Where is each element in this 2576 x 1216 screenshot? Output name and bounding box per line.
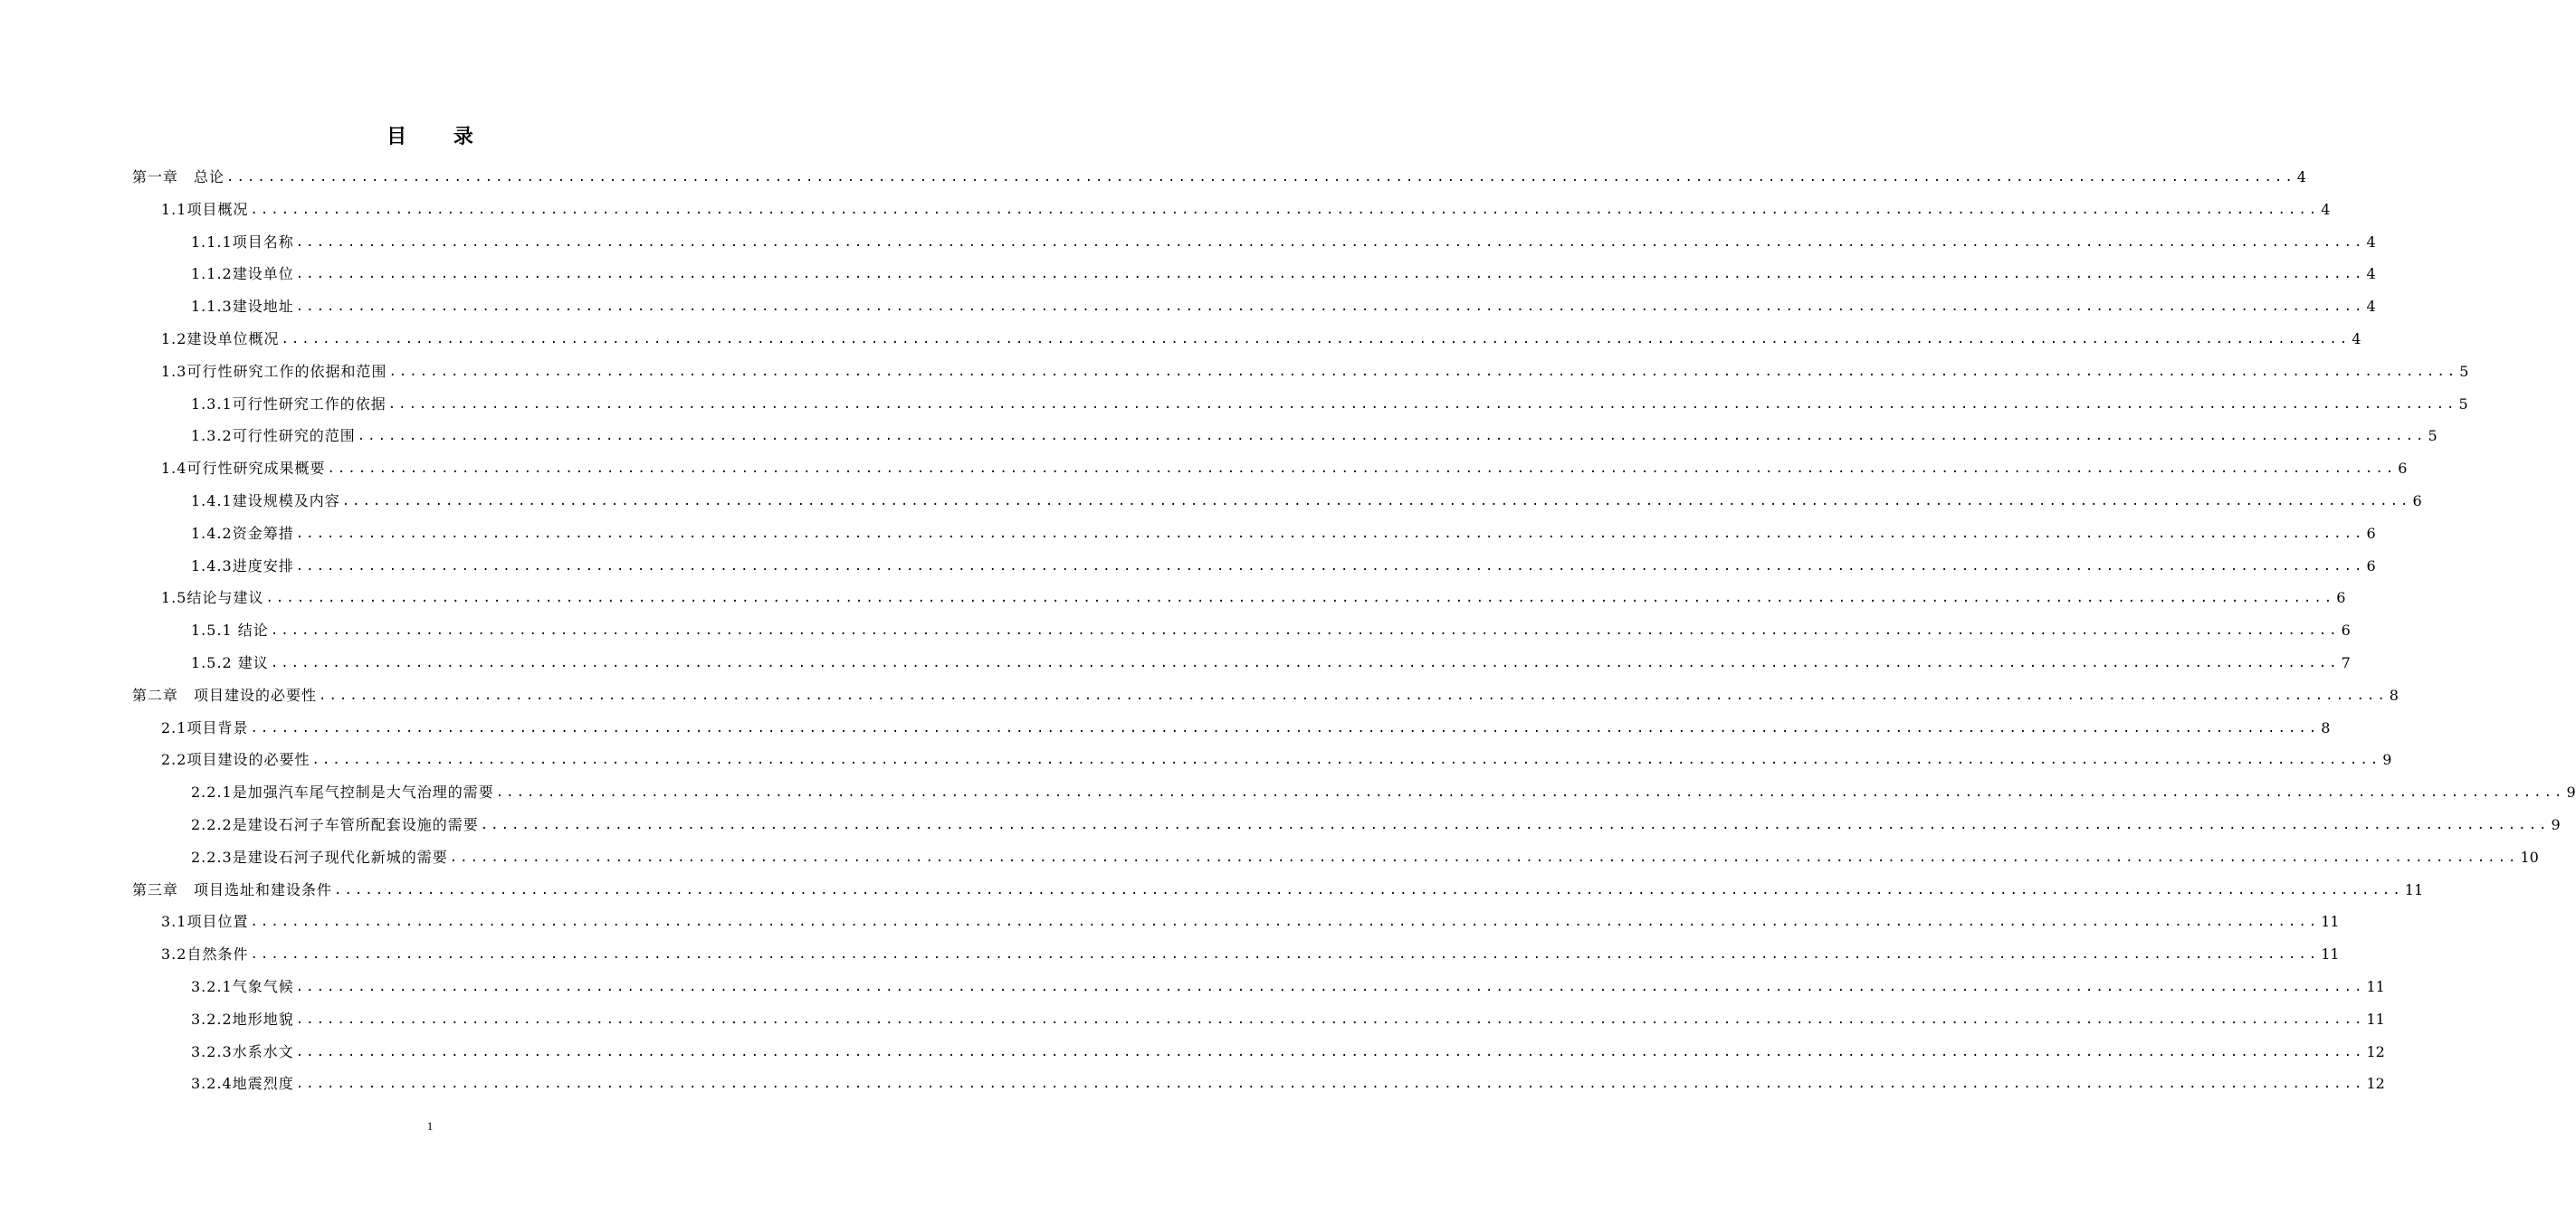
toc-entry[interactable] (161, 328, 2361, 351)
toc-leader-dots: ........................................................................................................................................................................................................ (250, 202, 2320, 217)
toc-entry-page: 11 (2404, 880, 2424, 898)
toc-entry[interactable] (191, 522, 2376, 546)
page-title: 目 录 (386, 126, 493, 148)
toc-entry-label: 1.3.1可行性研究工作的依据 (191, 394, 386, 413)
toc-entry[interactable] (191, 1072, 2385, 1096)
toc-leader-dots: ........................................................................................................................................................................................................ (250, 947, 2320, 963)
toc-entry-label: 2.2项目建设的必要性 (161, 751, 310, 769)
toc-leader-dots: ........................................................................................................................................................................................................ (495, 785, 2565, 801)
toc-leader-dots: ........................................................................................................................................................................................................ (295, 980, 2365, 994)
toc-entry-page: 6 (2341, 622, 2351, 640)
toc-leader-dots: ........................................................................................................................................................................................................ (311, 753, 2381, 768)
toc-entry-page: 9 (2382, 751, 2392, 769)
toc-leader-dots: ........................................................................................................................................................................................................ (295, 558, 2365, 574)
toc-entry-label: 1.3可行性研究工作的依据和范围 (161, 362, 387, 380)
toc-entry-label: 第二章 项目建设的必要性 (132, 686, 318, 704)
toc-entry-page: 11 (2321, 913, 2340, 931)
toc-entry-label: 3.1项目位置 (161, 913, 249, 931)
toc-leader-dots: ........................................................................................................................................................................................................ (319, 688, 2388, 703)
toc-entry-page: 4 (2366, 298, 2376, 316)
toc-entry-label: 3.2.2地形地貌 (191, 1010, 294, 1028)
toc-entry[interactable] (191, 424, 2438, 448)
toc-entry-page: 12 (2366, 1042, 2385, 1060)
toc-entry[interactable] (191, 781, 2576, 804)
toc-entry-page: 8 (2321, 718, 2331, 736)
toc-entry-label: 第三章 项目选址和建设条件 (132, 880, 333, 898)
toc-entry[interactable] (191, 1040, 2385, 1064)
toc-entry-page: 6 (2412, 492, 2422, 509)
toc-leader-dots: ........................................................................................................................................................................................................ (295, 267, 2365, 282)
toc-entry-label: 3.2.3水系水文 (191, 1042, 294, 1060)
toc-leader-dots: ........................................................................................................................................................................................................ (226, 170, 2295, 185)
toc-entry-label: 1.1项目概况 (161, 200, 249, 218)
toc-entry[interactable] (161, 943, 2340, 966)
toc-entry[interactable] (132, 879, 2424, 902)
toc-entry-page: 6 (2366, 556, 2376, 575)
toc-entry[interactable] (161, 360, 2469, 384)
toc-entry[interactable] (161, 457, 2408, 480)
toc-leader-dots: ........................................................................................................................................................................................................ (250, 915, 2320, 930)
toc-leader-dots: ........................................................................................................................................................................................................ (250, 720, 2320, 736)
toc-leader-dots: ........................................................................................................................................................................................................ (295, 1077, 2365, 1092)
toc-leader-dots: ........................................................................................................................................................................................................ (357, 429, 2427, 444)
toc-entry-label: 1.2建设单位概况 (161, 330, 280, 347)
toc-leader-dots: ........................................................................................................................................................................................................ (265, 591, 2335, 606)
toc-entry-page: 8 (2389, 686, 2399, 704)
toc-leader-dots: ........................................................................................................................................................................................................ (295, 1044, 2365, 1059)
toc-entry-page: 11 (2366, 978, 2385, 995)
toc-entry-page: 4 (2296, 168, 2306, 185)
toc-entry[interactable] (161, 198, 2331, 222)
toc-entry[interactable] (191, 975, 2385, 999)
toc-leader-dots: ........................................................................................................................................................................................................ (387, 396, 2457, 412)
page-number: 1 (426, 1119, 434, 1133)
toc-entry-label: 1.4.2资金筹措 (191, 524, 294, 542)
toc-entry-page: 6 (2366, 524, 2376, 542)
toc-leader-dots: ........................................................................................................................................................................................................ (281, 332, 2351, 347)
toc-leader-dots: ........................................................................................................................................................................................................ (334, 882, 2403, 898)
toc-entry[interactable] (191, 262, 2376, 286)
toc-entry[interactable] (191, 555, 2376, 578)
toc-entry-label: 2.2.1是加强汽车尾气控制是大气治理的需要 (191, 784, 494, 802)
toc-leader-dots: ........................................................................................................................................................................................................ (295, 234, 2365, 250)
toc-entry[interactable] (161, 717, 2331, 740)
toc-leader-dots: ........................................................................................................................................................................................................ (449, 850, 2519, 865)
toc-entry-label: 2.2.2是建设石河子车管所配套设施的需要 (191, 816, 479, 833)
toc-entry-page: 12 (2366, 1075, 2385, 1093)
toc-entry-page: 5 (2459, 362, 2469, 380)
toc-leader-dots: ........................................................................................................................................................................................................ (480, 818, 2550, 832)
toc-entry[interactable] (191, 393, 2468, 416)
toc-entry-label: 3.2自然条件 (161, 945, 249, 964)
toc-entry-label: 1.1.3建设地址 (191, 298, 294, 316)
toc-leader-dots: ........................................................................................................................................................................................................ (270, 656, 2340, 670)
toc-entry-page: 10 (2520, 848, 2539, 866)
toc-leader-dots: ........................................................................................................................................................................................................ (295, 526, 2365, 541)
toc-entry-page: 9 (2551, 816, 2561, 833)
toc-entry[interactable] (191, 813, 2561, 837)
toc-leader-dots: ........................................................................................................................................................................................................ (295, 299, 2365, 315)
toc-entry-page: 7 (2341, 654, 2351, 671)
toc-entry-label: 1.3.2可行性研究的范围 (191, 427, 356, 445)
toc-entry-label: 1.5.2 建议 (191, 654, 269, 671)
toc-entry[interactable] (161, 910, 2340, 934)
toc-entry[interactable] (191, 651, 2351, 675)
toc-entry-label: 1.4.1建设规模及内容 (191, 492, 340, 509)
toc-entry[interactable] (191, 231, 2376, 254)
toc-entry-label: 3.2.1气象气候 (191, 978, 294, 995)
toc-entry-label: 2.2.3是建设石河子现代化新城的需要 (191, 848, 448, 866)
toc-leader-dots: ........................................................................................................................................................................................................ (388, 364, 2458, 379)
toc-entry-page: 5 (2428, 427, 2438, 445)
toc-entry-page: 4 (2352, 330, 2361, 347)
toc-entry[interactable] (191, 1008, 2385, 1031)
toc-entry-page: 5 (2458, 394, 2468, 413)
toc-entry-label: 1.5结论与建议 (161, 589, 264, 607)
toc-entry[interactable] (161, 586, 2346, 610)
toc-entry[interactable] (191, 295, 2376, 318)
toc-entry-page: 6 (2336, 589, 2346, 607)
toc-entry[interactable] (191, 619, 2351, 642)
toc-entry-page: 11 (2366, 1010, 2385, 1028)
toc-entry-label: 3.2.4地震烈度 (191, 1075, 294, 1093)
toc-entry[interactable] (191, 846, 2539, 869)
toc-entry-label: 1.5.1 结论 (191, 622, 269, 640)
toc-leader-dots: ........................................................................................................................................................................................................ (270, 623, 2340, 639)
toc-entry-label: 第一章 总论 (132, 168, 225, 185)
toc-entry-label: 1.1.2建设单位 (191, 265, 294, 283)
toc-entry[interactable] (191, 489, 2422, 513)
toc-entry-page: 6 (2398, 460, 2408, 478)
toc-entry-page: 4 (2366, 265, 2376, 283)
toc-leader-dots: ........................................................................................................................................................................................................ (295, 1012, 2365, 1027)
toc-entry-label: 2.1项目背景 (161, 718, 249, 736)
toc-leader-dots: ........................................................................................................................................................................................................ (327, 461, 2397, 477)
toc-entry-page: 4 (2321, 200, 2331, 218)
toc-entry-page: 4 (2366, 233, 2376, 251)
toc-entry-page: 9 (2566, 784, 2576, 802)
toc-entry[interactable] (132, 684, 2399, 708)
toc-entry[interactable] (132, 166, 2306, 189)
toc-entry-label: 1.4.3进度安排 (191, 556, 294, 575)
toc-leader-dots: ........................................................................................................................................................................................................ (341, 494, 2411, 508)
toc-entry-label: 1.1.1项目名称 (191, 233, 294, 251)
toc-entry-page: 11 (2321, 945, 2340, 964)
toc-entry-label: 1.4可行性研究成果概要 (161, 460, 326, 478)
toc-entry[interactable] (161, 748, 2392, 772)
